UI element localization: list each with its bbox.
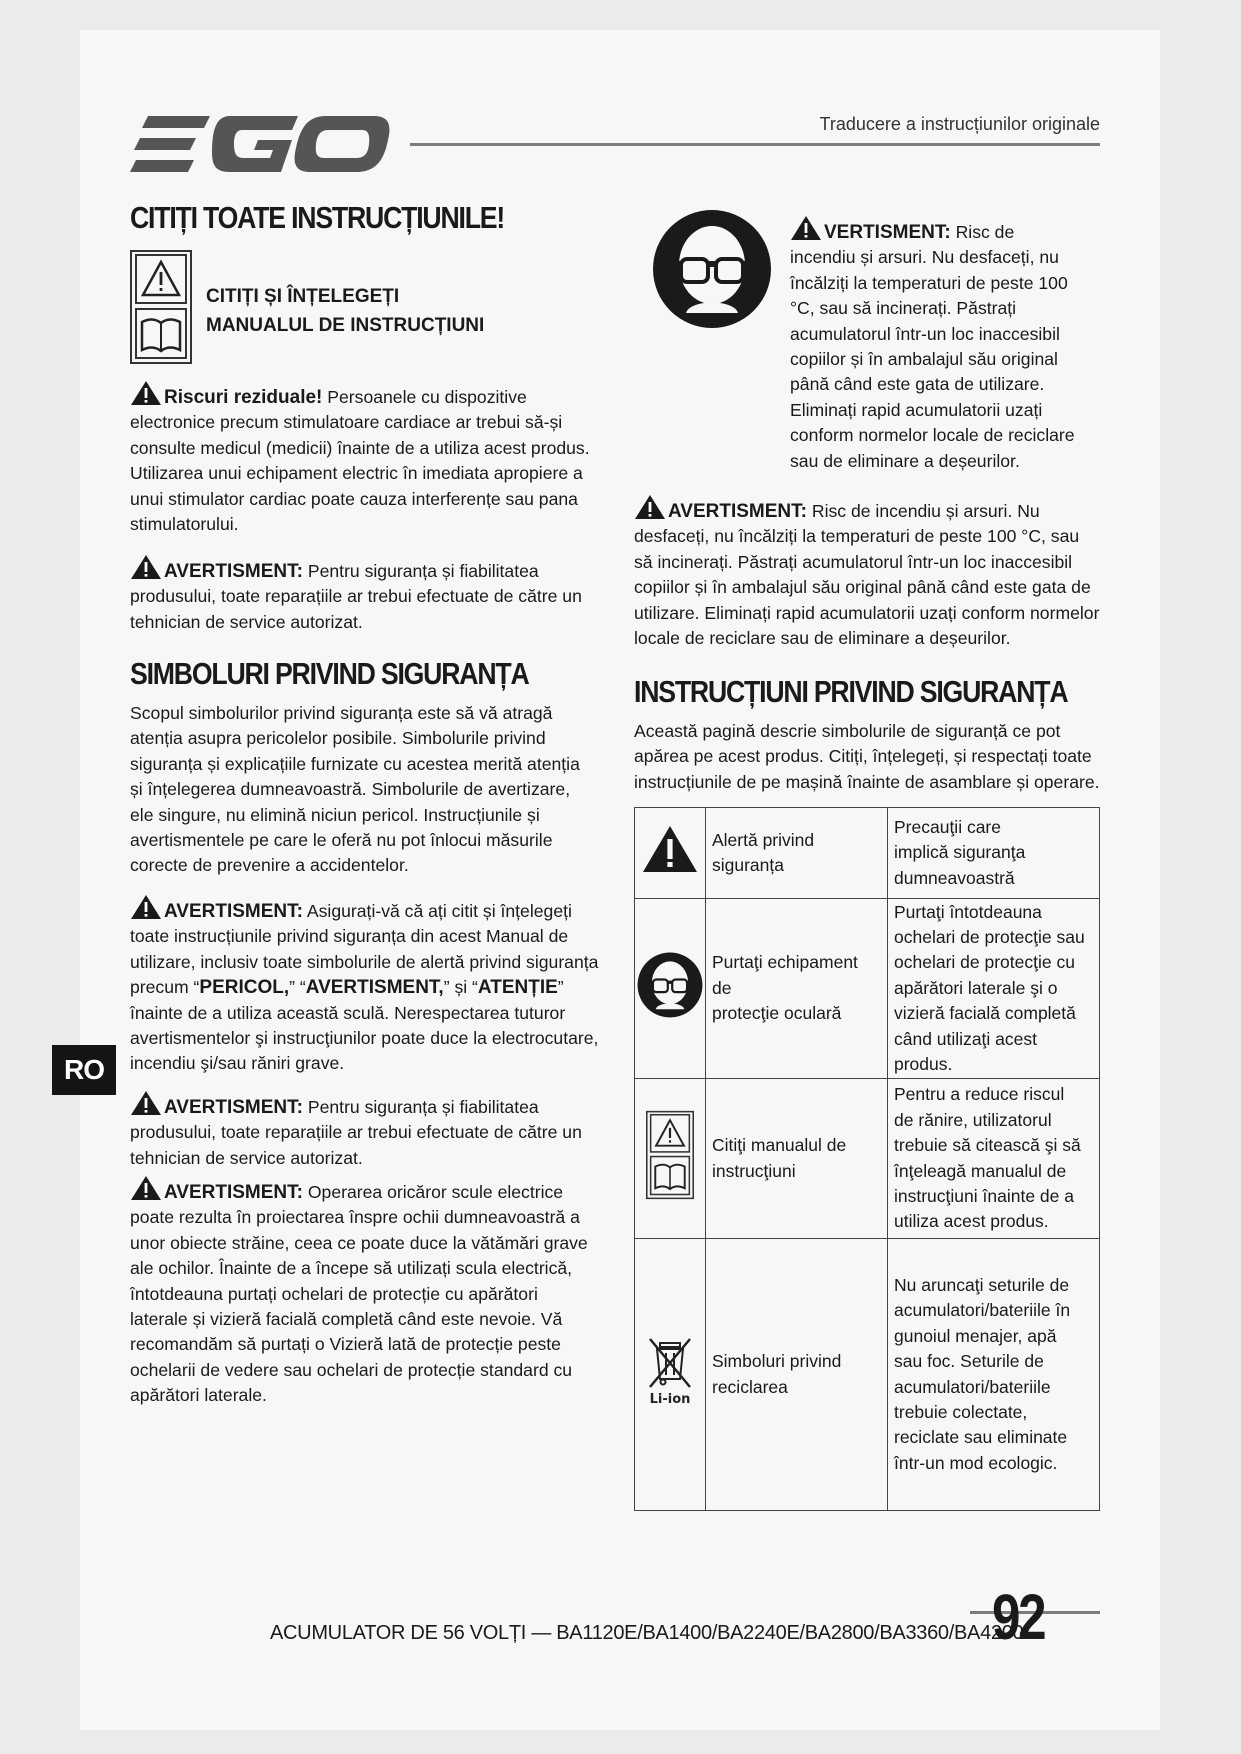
safety-symbols-table bbox=[634, 807, 1100, 1511]
read-manual-caption: CITIȚI ȘI ÎNȚELEGEȚI MANUALUL DE INSTRUCȚIUNI bbox=[206, 286, 485, 336]
icon-cell bbox=[635, 1079, 706, 1239]
read-manual-icon bbox=[646, 1102, 694, 1208]
warning-triangle-icon bbox=[130, 1175, 162, 1201]
page-number: 92 bbox=[992, 1581, 1045, 1653]
recycle-bin-icon bbox=[644, 1335, 696, 1407]
battery-warning-paragraph-2: AVERTISMENT: Risc de incendiu și arsuri. Nu desfaceți, nu încălziți la temperaturi de peste 100 °C, sau să incinerați. Păstrați acumulatorul într-un loc inaccesibil copiilor și în ambalajul său original până când este gata de utilizare. Eliminați rapid acumulatorii uzați conform normelor locale de reciclare sau de eliminare a deșeurilor. bbox=[634, 494, 1114, 651]
language-tab: RO bbox=[52, 1045, 116, 1095]
symbols-body: Scopul simbolurilor privind siguranța este să vă atragă atenția asupra pericolelor posibile. Simbolurile privind siguranța și explicațiile furnizate cu acestea merită atenția și înțelegerea dumneavoastră. Simbolurile de avertizare, ele singure, nu elimină niciun pericol. Instrucțiunile și avertismentele pe care le oferă nu pot înlocui măsurile corecte de prevenire a accidentelor. bbox=[130, 703, 580, 876]
table-row bbox=[635, 1079, 1100, 1239]
symbol-name: Purtaţi echipament de protecţie oculară bbox=[706, 899, 888, 1079]
eye-protection-icon bbox=[637, 952, 703, 1018]
symbol-description: Nu aruncaţi seturile de acumulatori/bateriile în gunoiul menajer, apă sau foc. Seturile de acumulatori/bateriile trebuie colectate, reciclate sau eliminate într-un mod ecologic. bbox=[888, 1239, 1100, 1511]
main-title: CITIȚI TOATE INSTRUCȚIUNILE! bbox=[130, 200, 505, 235]
symbol-name: Simboluri privind reciclarea bbox=[706, 1239, 888, 1511]
logo-text: EGO bbox=[130, 112, 133, 113]
icon-cell bbox=[635, 1239, 706, 1511]
svg-text:Li-ion: Li-ion bbox=[649, 1391, 691, 1407]
icon-cell bbox=[635, 808, 706, 899]
warning-triangle-icon bbox=[130, 1090, 162, 1116]
eye-protection-icon bbox=[652, 209, 772, 329]
table-row bbox=[635, 899, 1100, 1079]
warning-triangle-icon bbox=[130, 894, 162, 920]
read-manual-symbol bbox=[130, 250, 192, 364]
icon-cell bbox=[635, 899, 706, 1079]
instructions-body: Această pagină descrie simbolurile de siguranță ce pot apărea pe acest produs. Citiți, înțelegeți, și respectați toate instrucțiunile de pe mașină înainte de asamblare și operare. bbox=[634, 721, 1100, 792]
eye-warning-paragraph: AVERTISMENT: Operarea oricăror scule electrice poate rezulta în proiectarea înspre ochii dumneavoastră a unor obiecte străine, ceea ce poate duce la vătămări grave ale ochilor. Înainte de a începe să utilizați scula electrică, întotdeauna purtați ochelari de protecție cu apărători laterale și vizieră facială completă când este nevoie. Vă recomandăm să purtați o Vizieră lată de protecție peste ochelarii de vedere sau ochelari de protecție standard cu apărători laterale. bbox=[130, 1175, 600, 1409]
header-rule bbox=[410, 143, 1100, 146]
symbol-description: Precauţii care implică siguranţa dumneavoastră bbox=[888, 808, 1100, 899]
symbols-title: SIMBOLURI PRIVIND SIGURANȚA bbox=[130, 656, 529, 691]
footer-text: ACUMULATOR DE 56 VOLȚI — BA1120E/BA1400/BA2240E/BA2800/BA3360/BA4200 bbox=[270, 1622, 1024, 1644]
safety-alert-icon bbox=[641, 824, 699, 874]
header-note: Traducere a instrucțiunilor originale bbox=[819, 114, 1100, 134]
instructions-title: INSTRUCȚIUNI PRIVIND SIGURANȚA bbox=[634, 674, 1068, 709]
service-warning-paragraph-2: AVERTISMENT: Pentru siguranța și fiabilitatea produsului, toate reparațiile ar trebui efectuate de către un tehnician de service autorizat. bbox=[130, 1090, 600, 1171]
symbol-name: Alertă privind siguranța bbox=[706, 808, 888, 899]
service-warning-paragraph: AVERTISMENT: Pentru siguranța și fiabilitatea produsului, toate reparațiile ar trebui efectuate de către un tehnician de service autorizat. bbox=[130, 554, 600, 635]
warning-triangle-icon bbox=[130, 380, 162, 406]
symbol-description: Purtaţi întotdeauna ochelari de protecţie sau ochelari de protecţie cu apărători laterale şi o vizieră facială completă când utilizaţi acest produs. bbox=[888, 899, 1100, 1079]
symbol-name: Citiţi manualul de instrucţiuni bbox=[706, 1079, 888, 1239]
ego-logo bbox=[130, 112, 390, 176]
table-row bbox=[635, 808, 1100, 899]
symbol-description: Pentru a reduce riscul de rănire, utilizatorul trebuie să citească şi să înţeleagă manualul de instrucţiuni înainte de a utiliza acest produs. bbox=[888, 1079, 1100, 1239]
warning-triangle-icon bbox=[790, 215, 822, 241]
read-warning-paragraph: AVERTISMENT: Asigurați-vă că ați citit și înțelegeți toate instrucțiunile privind siguranța din acest Manual de utilizare, inclusiv toate simbolurile de alertă privind siguranța precum “PERICOL,” “AVERTISMENT,” și “ATENȚIE” înainte de a utiliza această sculă. Nerespectarea tuturor avertismentelor şi instrucţiunilor poate duce la electrocutare, incendiu şi/sau răniri grave. bbox=[130, 894, 610, 1077]
warning-triangle-icon bbox=[634, 494, 666, 520]
table-row bbox=[635, 1239, 1100, 1511]
battery-warning-paragraph: VERTISMENT: Risc de incendiu și arsuri. Nu desfaceți, nu încălziți la temperaturi de peste 100 °C, sau să incinerați. Păstrați acumulatorul într-un loc inaccesibil copiilor și în ambalajul său original până când este gata de utilizare. Eliminați rapid acumulatorii uzați conform normelor locale de reciclare sau de eliminare a deșeurilor. bbox=[790, 215, 1100, 474]
residual-risk-paragraph: Riscuri reziduale! Persoanele cu dispozitive electronice precum stimulatoare cardiace ar trebui să-și consulte medicul (medicii) înainte de a utiliza acest produs. Utilizarea unui echipament electric în imediata apropiere a unui stimulator cardiac poate cauza interferențe sau pana stimulatorului. bbox=[130, 380, 600, 537]
warning-triangle-icon bbox=[130, 554, 162, 580]
